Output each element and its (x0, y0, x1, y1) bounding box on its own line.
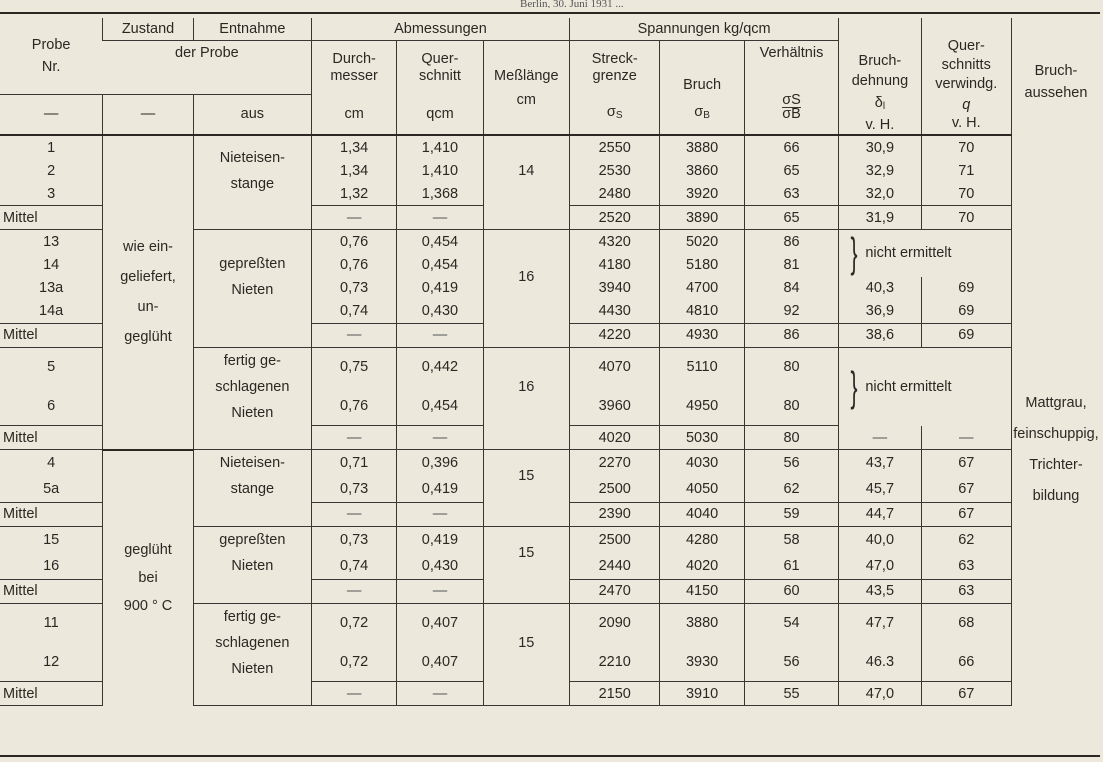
cell-bruchdehnung: 32,9 (839, 159, 921, 182)
cell-verhaeltnis: 92 (744, 300, 839, 324)
cell-durchmesser: 1,34 (311, 135, 396, 159)
cell-querschnitt: 0,407 (397, 603, 483, 642)
cell-entnahme: fertig ge- schlagenen Nieten (193, 347, 311, 426)
cell-bruchdehnung: 45,7 (839, 476, 921, 502)
cell-querschnitt: 1,410 (397, 159, 483, 182)
cell-verhaeltnis: 63 (744, 182, 839, 206)
cell-durchmesser: 0,71 (311, 450, 396, 476)
brace-symbol: } (850, 362, 858, 410)
cell-durchmesser: 0,74 (311, 300, 396, 324)
cell-durchmesser: 0,76 (311, 253, 396, 276)
cell-durchmesser: 0,73 (311, 527, 396, 553)
cell-querschnitt: — (397, 426, 483, 450)
cell-probe-nr: Mittel (0, 579, 103, 603)
header-messlaenge-unit: cm (516, 91, 536, 108)
cell-probe-nr: 12 (0, 642, 103, 681)
cell-streckgrenze: 4180 (569, 253, 659, 276)
header-durchmesser: Durch- messer (311, 41, 396, 95)
cell-querschnitt: — (397, 323, 483, 347)
cell-probe-nr: 15 (43, 531, 60, 548)
cell-durchmesser: — (311, 426, 396, 450)
cell-querschnittsverm: 63 (921, 553, 1011, 579)
cell-querschnitt: — (397, 206, 483, 230)
cell-querschnittsverm: 70 (921, 206, 1011, 230)
cell-probe-nr: 5 (47, 359, 56, 376)
cell-probe-nr: 14a (0, 300, 103, 324)
brace-symbol: } (850, 229, 858, 277)
cell-querschnittsverm: 66 (921, 642, 1011, 681)
cell-probe-nr: 14 (43, 257, 60, 274)
cell-verhaeltnis: 58 (744, 527, 839, 553)
cell-streckgrenze: 2090 (569, 603, 659, 642)
header-probe-label: Probe (31, 36, 71, 53)
cell-streckgrenze: 2470 (569, 579, 659, 603)
cell-entnahme-empty (193, 323, 311, 347)
cell-probe-nr: Mittel (0, 426, 103, 450)
cell-probe-nr: 2 (47, 162, 56, 179)
table-row (0, 135, 1100, 159)
cell-bruch: 4930 (660, 323, 744, 347)
cell-querschnitt: 0,430 (397, 300, 483, 324)
cell-bruchdehnung: 40,3 (839, 277, 921, 300)
cell-bruchaussehen: Mattgrau, feinschuppig, Trichter- bildung (1011, 135, 1100, 706)
cell-verhaeltnis: 62 (744, 476, 839, 502)
cell-querschnittsverm: 67 (921, 450, 1011, 476)
cell-querschnitt: 1,368 (397, 182, 483, 206)
cell-streckgrenze: 2440 (569, 553, 659, 579)
cell-messlaenge-empty (483, 502, 569, 526)
cell-probe-nr: 3 (0, 182, 103, 206)
cell-streckgrenze: 2550 (569, 135, 659, 159)
cell-querschnittsverm: 69 (921, 300, 1011, 324)
header-verhaeltnis-fraction (744, 94, 839, 135)
cell-bruch: 3890 (660, 206, 744, 230)
cell-probe-nr: Mittel (0, 682, 103, 706)
cell-streckgrenze: 2520 (569, 206, 659, 230)
cell-querschnitt: 0,454 (397, 230, 483, 254)
cell-streckgrenze: 4430 (569, 300, 659, 324)
cell-entnahme-empty (193, 426, 311, 450)
cell-querschnittsverm: 67 (921, 682, 1011, 706)
cell-bruch: 3930 (660, 642, 744, 681)
header-querschnittsverm (921, 18, 1011, 94)
cell-bruchdehnung: 47,0 (839, 682, 921, 706)
cell-querschnittsverm: 69 (921, 323, 1011, 347)
cell-bruchdehnung: 38,6 (839, 323, 921, 347)
cell-streckgrenze: 2150 (569, 682, 659, 706)
header-nr-label: Nr. (41, 58, 61, 75)
cell-querschnitt: 0,419 (397, 476, 483, 502)
cell-probe-nr: 11 (43, 615, 59, 631)
cell-bruch: 5030 (660, 426, 744, 450)
cell-probe-nr: 13 (43, 233, 60, 250)
cell-durchmesser: 0,72 (311, 642, 396, 681)
cell-durchmesser: 0,73 (311, 476, 396, 502)
header-messlaenge (483, 41, 569, 136)
cell-verhaeltnis: 55 (744, 682, 839, 706)
cell-zustand-wie-eingeliefert: wie ein- geliefert, un- geglüht (103, 135, 193, 450)
cell-verhaeltnis: 61 (744, 553, 839, 579)
table-body (0, 135, 1100, 706)
cell-querschnittsverm: 70 (921, 135, 1011, 159)
header-durchmesser-unit: cm (311, 94, 396, 135)
cell-durchmesser: — (311, 206, 396, 230)
cell-bruch: 5180 (660, 253, 744, 276)
cell-bruch: 3910 (660, 682, 744, 706)
cell-bruchdehnung: 30,9 (839, 135, 921, 159)
header-querschnitt: Quer- schnitt (397, 41, 483, 95)
cell-bruch: 4700 (660, 277, 744, 300)
cell-bruch: 4810 (660, 300, 744, 324)
cell-bruch: 3880 (660, 603, 744, 642)
cell-querschnittsverm: 69 (921, 277, 1011, 300)
cell-probe-nr: 5a (0, 476, 103, 502)
header-spannungen: Spannungen kg/qcm (569, 18, 838, 41)
cell-querschnittsverm: 63 (921, 579, 1011, 603)
header-messlaenge-label: Meßlänge (494, 67, 559, 84)
cell-messlaenge-empty (483, 323, 569, 347)
cell-bruch: 5110 (660, 347, 744, 386)
cell-messlaenge: 15 (483, 603, 569, 682)
cell-entnahme: Nieteisen- stange (193, 450, 311, 503)
cell-durchmesser: 0,75 (311, 347, 396, 386)
header-delta-unit (839, 94, 921, 135)
delta-symbol: δ (874, 95, 883, 111)
sigma-fraction (782, 94, 801, 121)
header-zustand: Zustand (103, 18, 193, 41)
cell-querschnittsverm: — (921, 426, 1011, 450)
cell-bruch: 4020 (660, 553, 744, 579)
cell-bruchdehnung: 44,7 (839, 502, 921, 526)
cell-verhaeltnis: 86 (744, 230, 839, 254)
cell-querschnitt: 0,407 (397, 642, 483, 681)
cell-bruchdehnung: 46.3 (839, 642, 921, 681)
cell-durchmesser: 0,73 (311, 277, 396, 300)
cell-streckgrenze: 4320 (569, 230, 659, 254)
cell-verhaeltnis: 54 (744, 603, 839, 642)
cell-querschnitt: 1,410 (397, 135, 483, 159)
cell-messlaenge: 15 (483, 527, 569, 580)
fraction-numerator: σS (782, 94, 801, 108)
cell-querschnittsverm: 67 (921, 502, 1011, 526)
cell-bruchdehnung: 31,9 (839, 206, 921, 230)
cell-zustand-gegluht: geglüht bei 900 ° C (103, 450, 193, 706)
cell-messlaenge-empty (483, 426, 569, 450)
cell-entnahme-empty (193, 579, 311, 603)
bruchdehnung-unit: v. H. (865, 117, 895, 133)
cell-probe-nr: Mittel (0, 206, 103, 230)
cell-messlaenge-empty (483, 682, 569, 706)
cell-messlaenge: 16 (483, 347, 569, 426)
cell-querschnitt: 0,430 (397, 553, 483, 579)
top-rule (0, 12, 1100, 14)
header-bruchdehnung (839, 18, 921, 94)
header-querschnitt-unit: qcm (397, 94, 483, 135)
bruch-sigma-sub: B (703, 110, 710, 121)
cell-streckgrenze: 2500 (569, 476, 659, 502)
cell-bruch: 4030 (660, 450, 744, 476)
cell-verhaeltnis: 65 (744, 206, 839, 230)
header-entnahme: Entnahme (193, 18, 311, 41)
cell-nicht-ermittelt (839, 347, 1012, 426)
cell-streckgrenze: 4220 (569, 323, 659, 347)
cell-querschnitt: — (397, 579, 483, 603)
cell-querschnitt: — (397, 502, 483, 526)
data-table (0, 18, 1100, 706)
cell-verhaeltnis: 56 (744, 450, 839, 476)
header-bruchaussehen (1011, 18, 1100, 135)
cell-verhaeltnis: 66 (744, 135, 839, 159)
cell-bruch: 3860 (660, 159, 744, 182)
cell-entnahme-empty (193, 502, 311, 526)
header-verhaeltnis: Verhältnis (744, 41, 839, 95)
cell-bruchdehnung: 40,0 (839, 527, 921, 553)
cell-streckgrenze: 2480 (569, 182, 659, 206)
cell-durchmesser: 1,32 (311, 182, 396, 206)
cell-querschnitt: 0,454 (397, 387, 483, 426)
cell-durchmesser: — (311, 579, 396, 603)
cell-verhaeltnis: 80 (744, 426, 839, 450)
cell-messlaenge-empty (483, 579, 569, 603)
header-bruch-symbol (660, 94, 744, 135)
cell-streckgrenze: 3940 (569, 277, 659, 300)
cell-bruchdehnung: 43,5 (839, 579, 921, 603)
cell-probe-nr: Mittel (0, 323, 103, 347)
nicht-ermittelt-label: nicht ermittelt (865, 245, 952, 262)
q-unit: v. H. (951, 115, 981, 131)
cell-streckgrenze: 4020 (569, 426, 659, 450)
streck-sigma: σ (606, 104, 616, 120)
header-bruchdehnung-label: Bruch- dehnung (851, 53, 909, 89)
header-streckgrenze: Streck- grenze (569, 41, 659, 95)
streck-sigma-sub: S (615, 110, 623, 121)
header-aus: aus (193, 94, 311, 135)
cell-bruchdehnung: 47,0 (839, 553, 921, 579)
cell-verhaeltnis: 60 (744, 579, 839, 603)
cell-entnahme: Nieteisen- stange (193, 135, 311, 206)
cell-entnahme-empty (193, 206, 311, 230)
cell-bruch: 4950 (660, 387, 744, 426)
cell-verhaeltnis: 86 (744, 323, 839, 347)
header-nr-dash: — (0, 94, 103, 135)
cell-messlaenge-empty (483, 206, 569, 230)
cell-messlaenge: 15 (483, 450, 569, 503)
cell-querschnittsverm: 68 (921, 603, 1011, 642)
cell-verhaeltnis: 81 (744, 253, 839, 276)
cell-probe-nr: 4 (47, 455, 56, 472)
header-q-unit (921, 94, 1011, 135)
cell-streckgrenze: 2390 (569, 502, 659, 526)
cell-probe-nr: 13a (39, 280, 64, 297)
nicht-ermittelt-label: nicht ermittelt (865, 378, 952, 395)
cell-durchmesser: 0,72 (311, 603, 396, 642)
cell-verhaeltnis: 80 (744, 347, 839, 386)
header-abmessungen: Abmessungen (311, 18, 569, 41)
cell-durchmesser: — (311, 682, 396, 706)
cell-bruch: 4040 (660, 502, 744, 526)
cell-bruch: 3920 (660, 182, 744, 206)
header-bruchaussehen-label: Bruch- aussehen (1024, 63, 1088, 101)
page-header-fragment (0, 0, 1103, 8)
cell-querschnitt: 0,419 (397, 277, 483, 300)
cell-streckgrenze: 2210 (569, 642, 659, 681)
cell-streckgrenze: 2270 (569, 450, 659, 476)
cell-querschnitt: 0,396 (397, 450, 483, 476)
table-row (0, 450, 1100, 476)
cell-probe-nr: 6 (0, 387, 103, 426)
cell-durchmesser: — (311, 323, 396, 347)
header-der-probe: der Probe (175, 45, 239, 61)
header-probe (0, 18, 103, 94)
cell-probe-nr: 1 (47, 139, 56, 156)
cell-bruch: 4280 (660, 527, 744, 553)
cell-bruch: 4150 (660, 579, 744, 603)
cell-bruchdehnung: 43,7 (839, 450, 921, 476)
cell-verhaeltnis: 80 (744, 387, 839, 426)
cell-querschnitt: 0,419 (397, 527, 483, 553)
cell-streckgrenze: 2530 (569, 159, 659, 182)
cell-verhaeltnis: 56 (744, 642, 839, 681)
cell-durchmesser: — (311, 502, 396, 526)
cell-verhaeltnis: 65 (744, 159, 839, 182)
header-querschnittsverm-label: Quer- schnitts verwindg. (935, 38, 998, 92)
cell-entnahme: fertig ge- schlagenen Nieten (193, 603, 311, 682)
page-header-text: Berlin, 30. Juni 1931 ... (520, 0, 624, 8)
cell-querschnitt: 0,442 (397, 347, 483, 386)
cell-messlaenge: 14 (483, 135, 569, 206)
cell-bruchdehnung: — (839, 426, 921, 450)
cell-probe-nr: 16 (0, 553, 103, 579)
cell-bruchdehnung: 32,0 (839, 182, 921, 206)
cell-querschnitt: — (397, 682, 483, 706)
cell-querschnittsverm: 71 (921, 159, 1011, 182)
cell-bruch: 3880 (660, 135, 744, 159)
cell-querschnittsverm: 70 (921, 182, 1011, 206)
cell-streckgrenze: 4070 (569, 347, 659, 386)
cell-bruch: 4050 (660, 476, 744, 502)
header-streck-symbol (569, 94, 659, 135)
cell-durchmesser: 0,76 (311, 387, 396, 426)
cell-querschnittsverm: 62 (921, 527, 1011, 553)
cell-durchmesser: 1,34 (311, 159, 396, 182)
cell-verhaeltnis: 84 (744, 277, 839, 300)
cell-entnahme-empty (193, 682, 311, 706)
cell-bruch: 5020 (660, 230, 744, 254)
cell-querschnittsverm: 67 (921, 476, 1011, 502)
cell-verhaeltnis: 59 (744, 502, 839, 526)
q-symbol: q (962, 97, 971, 113)
header-zustand-dash: — (103, 94, 193, 135)
cell-durchmesser: 0,76 (311, 230, 396, 254)
delta-sub: l (882, 101, 886, 112)
cell-querschnitt: 0,454 (397, 253, 483, 276)
cell-probe-nr: Mittel (0, 502, 103, 526)
header-bruch: Bruch (660, 41, 744, 95)
cell-entnahme: gepreßten Nieten (193, 230, 311, 323)
cell-streckgrenze: 2500 (569, 527, 659, 553)
bruch-sigma: σ (694, 104, 704, 120)
fraction-denominator: σB (782, 105, 801, 122)
cell-bruchdehnung: 47,7 (839, 603, 921, 642)
cell-durchmesser: 0,74 (311, 553, 396, 579)
bottom-rule (0, 755, 1100, 757)
cell-entnahme: gepreßten Nieten (193, 527, 311, 580)
cell-nicht-ermittelt (839, 230, 1012, 277)
cell-bruchdehnung: 36,9 (839, 300, 921, 324)
cell-streckgrenze: 3960 (569, 387, 659, 426)
cell-messlaenge: 16 (483, 230, 569, 323)
